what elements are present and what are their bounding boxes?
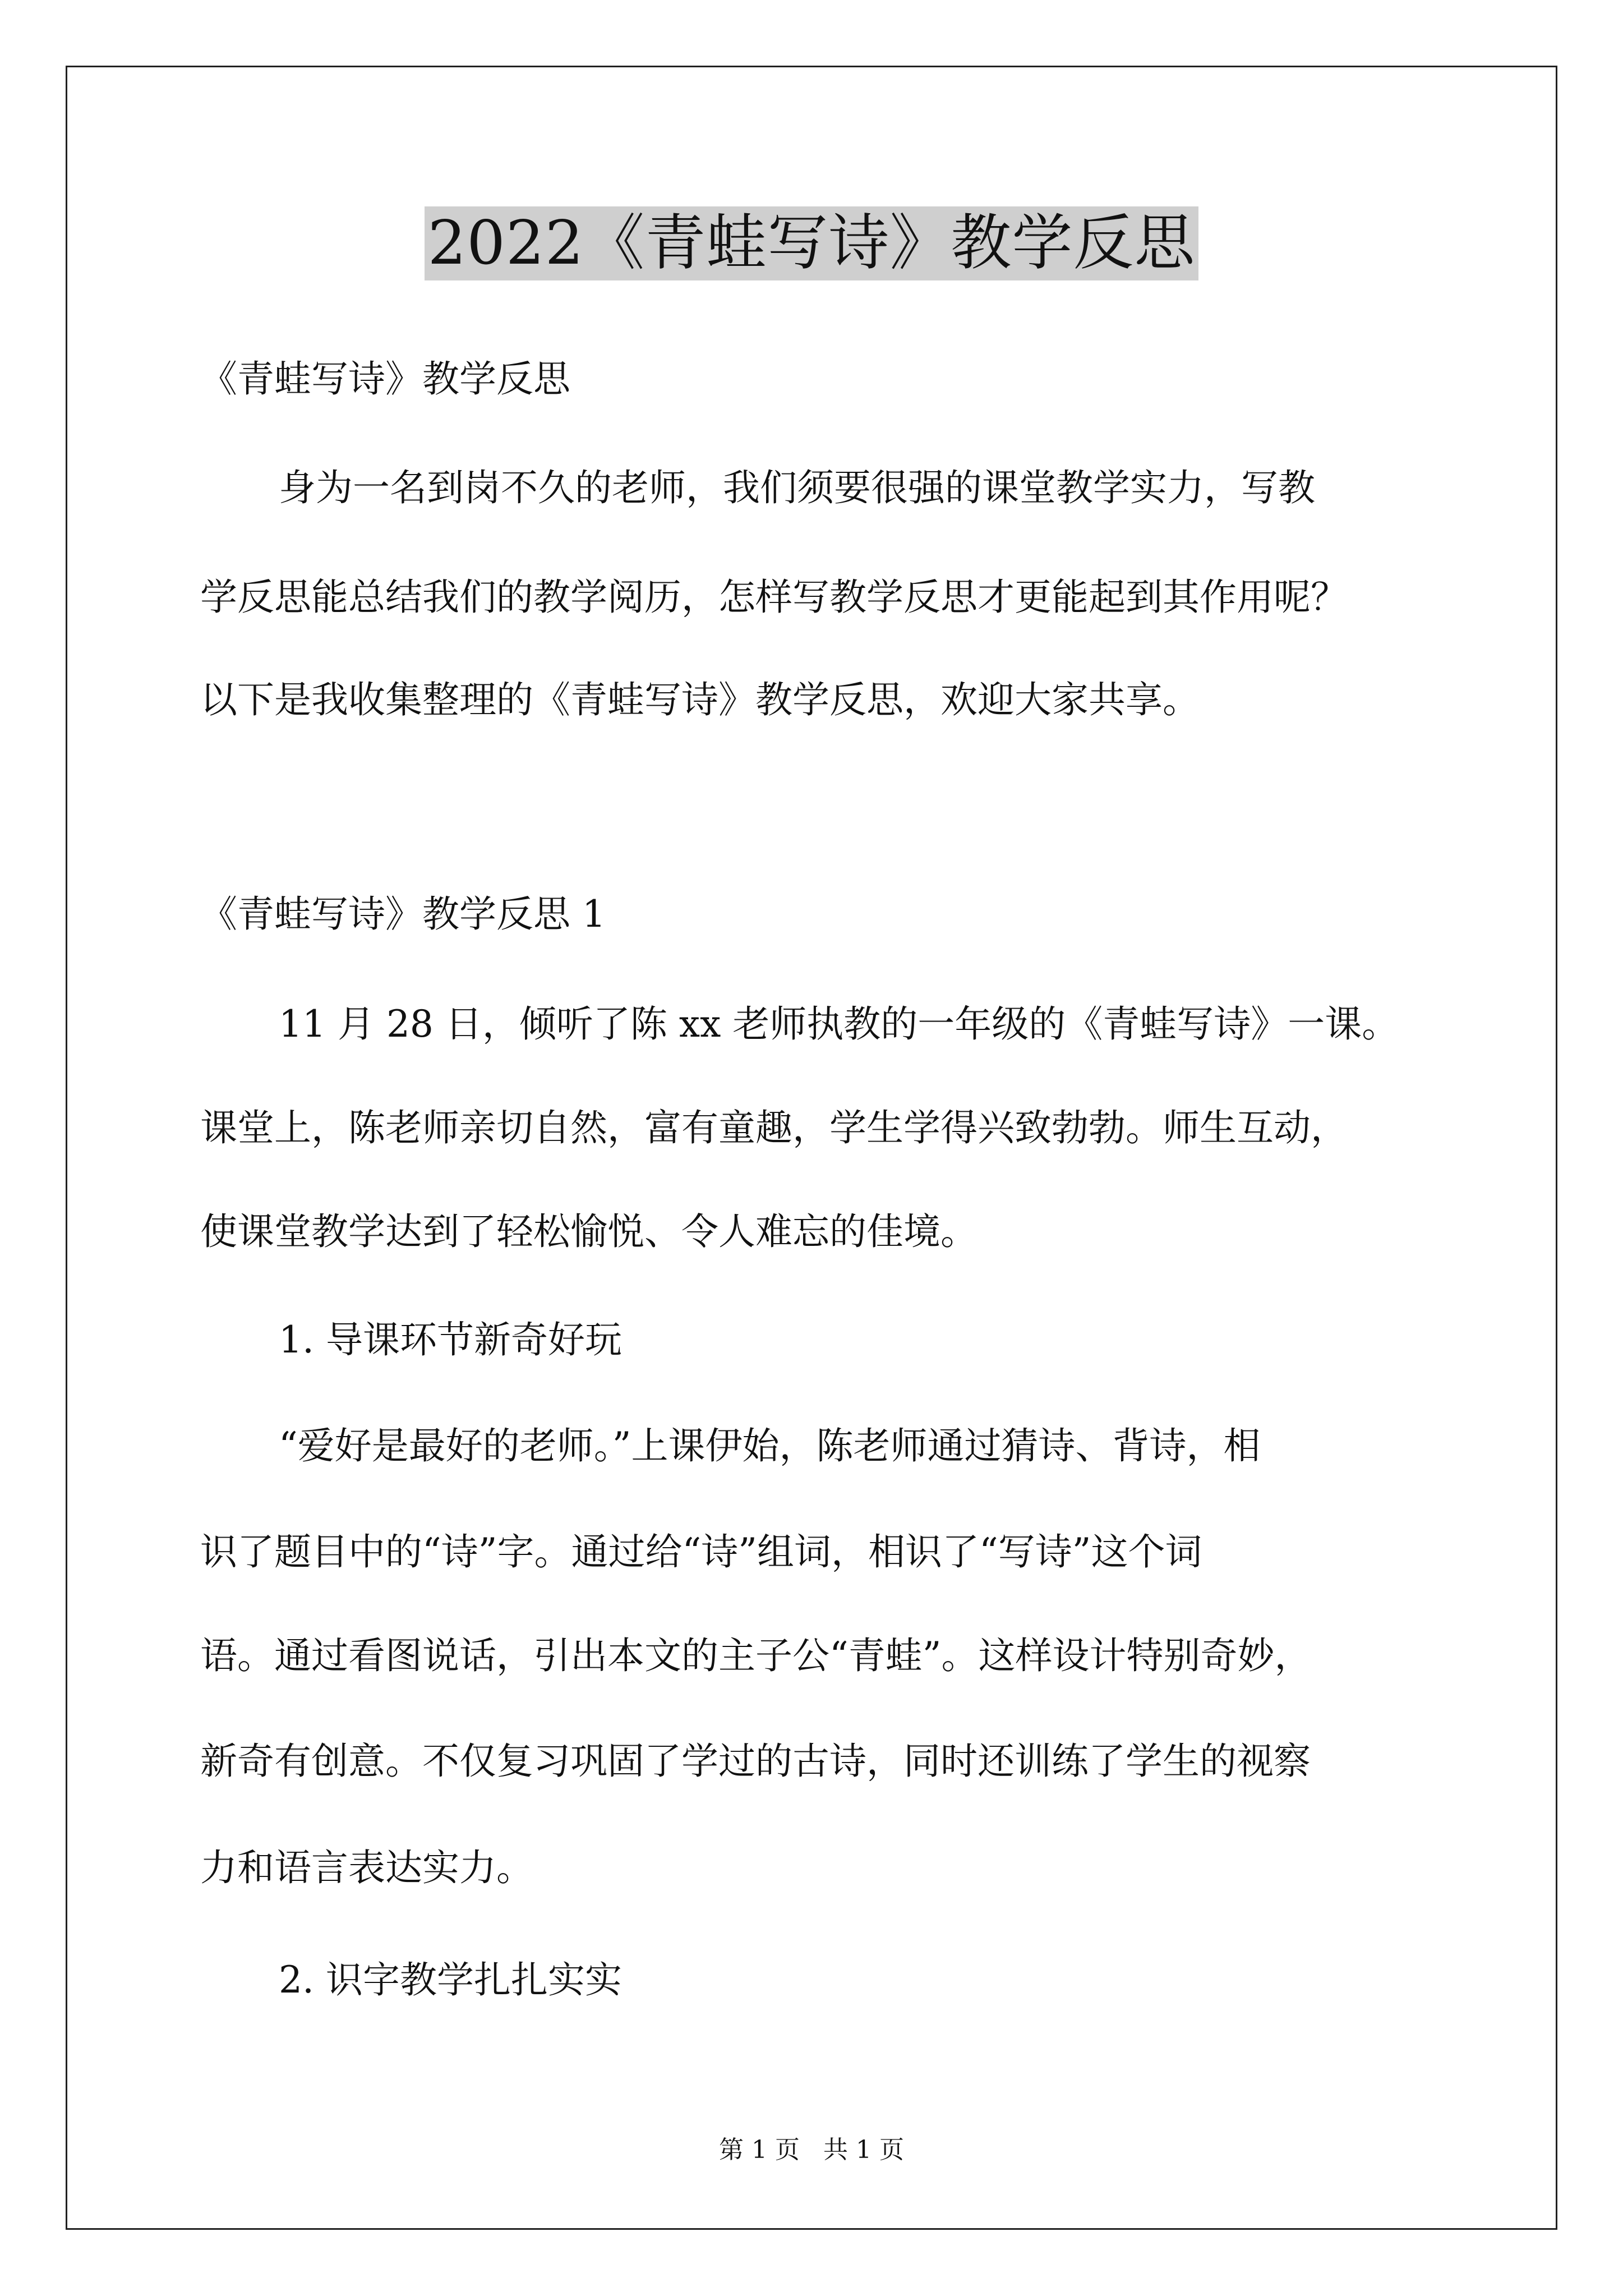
title-container [0,206,1623,280]
intro-paragraph-line-1: 身为一名到岗不久的老师，我们须要很强的课堂教学实力，写教 [279,466,1315,509]
page-footer: 第 1 页 共 1 页 [719,2136,904,2164]
intro-heading: 《青蛙写诗》教学反思 [200,357,570,401]
paragraph-line: 语。通过看图说话，引出本文的主子公“青蛙”。这样设计特别奇妙， [200,1634,1312,1677]
subheading-2: 2. 识字教学扎扎实实 [279,1958,622,2001]
paragraph-line: 力和语言表达实力。 [200,1846,533,1889]
paragraph-line: “爱好是最好的老师。”上课伊始，陈老师通过猜诗、背诗，相 [279,1424,1261,1467]
paragraph-line: 使课堂教学达到了轻松愉悦、令人难忘的佳境。 [200,1210,978,1253]
paragraph-line: 11 月 28 日，倾听了陈 xx 老师执教的一年级的《青蛙写诗》一课。 [279,1002,1399,1046]
document-title: 2022《青蛙写诗》教学反思 [425,206,1199,280]
paragraph-line: 新奇有创意。不仅复习巩固了学过的古诗，同时还训练了学生的视察 [200,1740,1311,1783]
paragraph-line: 识了题目中的“诗”字。通过给“诗”组词，相识了“写诗”这个词 [200,1530,1202,1573]
intro-paragraph-line-3: 以下是我收集整理的《青蛙写诗》教学反思，欢迎大家共享。 [200,678,1200,721]
section-heading-1: 《青蛙写诗》教学反思 1 [200,892,606,936]
subheading-1: 1. 导课环节新奇好玩 [279,1318,622,1361]
intro-paragraph-line-2: 学反思能总结我们的教学阅历，怎样写教学反思才更能起到其作用呢？ [200,576,1348,619]
paragraph-line: 课堂上，陈老师亲切自然，富有童趣，学生学得兴致勃勃。师生互动， [200,1106,1348,1149]
